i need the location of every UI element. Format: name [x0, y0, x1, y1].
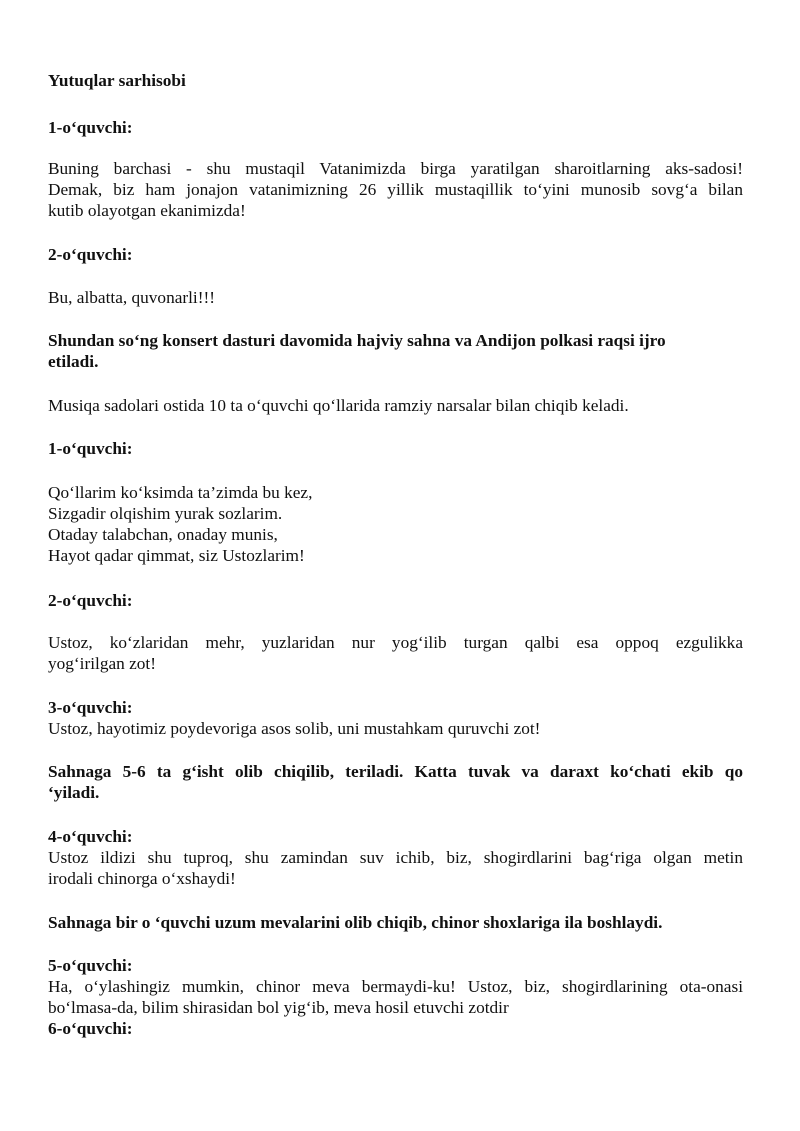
speaker-label: 2-o‘quvchi:: [48, 245, 133, 264]
speaker-label: 2-o‘quvchi:: [48, 591, 133, 610]
speaker-label: 3-o‘quvchi:: [48, 698, 133, 717]
paragraph: [48, 847, 743, 889]
speaker-label: 1-o‘quvchi:: [48, 439, 133, 458]
paragraph: [48, 976, 743, 1018]
paragraph-line: Ustoz ildizi shu tuproq, shu zamindan suv ichib, biz, shogirdlarini bag‘riga olgan metin: [48, 848, 743, 867]
paragraph-line: yog‘irilgan zot!: [48, 654, 156, 673]
paragraph-line: Bu, albatta, quvonarli!!!: [48, 288, 215, 307]
paragraph-line: Ustoz, hayotimiz poydevoriga asos solib, uni mustahkam quruvchi zot!: [48, 719, 541, 738]
paragraph-line: Demak, biz ham jonajon vatanimizning 26 yillik mustaqillik to‘yini munosib sovg‘a bilan: [48, 180, 743, 199]
stage-direction-line: Sahnaga bir o ‘quvchi uzum mevalarini olib chiqib, chinor shoxlariga ila boshlaydi.: [48, 913, 663, 932]
paragraph: [48, 287, 743, 308]
poem: [48, 482, 743, 566]
paragraph-line: Buning barchasi - shu mustaqil Vatanimizda birga yaratilgan sharoitlarning aks-sadosi!: [48, 159, 743, 178]
poem-line: Sizgadir olqishim yurak sozlarim.: [48, 504, 283, 523]
speaker-label: 5-o‘quvchi:: [48, 956, 133, 975]
paragraph: [48, 632, 743, 674]
stage-direction: [48, 330, 743, 372]
document-title: Yutuqlar sarhisobi: [48, 71, 186, 90]
poem-line: Qo‘llarim ko‘ksimda ta’zimda bu kez,: [48, 483, 313, 502]
poem-line: Hayot qadar qimmat, siz Ustozlarim!: [48, 546, 305, 565]
paragraph-line: bo‘lmasa-da, bilim shirasidan bol yig‘ib, meva hosil etuvchi zotdir: [48, 998, 509, 1017]
stage-direction: [48, 761, 743, 803]
paragraph-line: irodali chinorga o‘xshaydi!: [48, 869, 236, 888]
poem-line: Otaday talabchan, onaday munis,: [48, 525, 278, 544]
paragraph-line: Ha, o‘ylashingiz mumkin, chinor meva bermaydi-ku! Ustoz, biz, shogirdlarining ota-onasi: [48, 977, 743, 996]
stage-direction-line: Sahnaga 5-6 ta g‘isht olib chiqilib, teriladi. Katta tuvak va daraxt ko‘chati ekib qo: [48, 762, 743, 781]
stage-direction-line: Shundan so‘ng konsert dasturi davomida hajviy sahna va Andijon polkasi raqsi ijro: [48, 331, 666, 350]
paragraph: [48, 718, 743, 739]
stage-direction: [48, 912, 743, 933]
paragraph-line: kutib olayotgan ekanimizda!: [48, 201, 246, 220]
stage-direction-line: ‘yiladi.: [48, 783, 100, 802]
paragraph: [48, 158, 743, 221]
paragraph: [48, 395, 743, 416]
speaker-label: 6-o‘quvchi:: [48, 1019, 133, 1038]
paragraph-line: Musiqa sadolari ostida 10 ta o‘quvchi qo‘llarida ramziy narsalar bilan chiqib keladi.: [48, 396, 629, 415]
speaker-label: 4-o‘quvchi:: [48, 827, 133, 846]
paragraph-line: Ustoz, ko‘zlaridan mehr, yuzlaridan nur yog‘ilib turgan qalbi esa oppoq ezgulikka: [48, 633, 743, 652]
stage-direction-line: etiladi.: [48, 352, 99, 371]
speaker-label: 1-o‘quvchi:: [48, 118, 133, 137]
